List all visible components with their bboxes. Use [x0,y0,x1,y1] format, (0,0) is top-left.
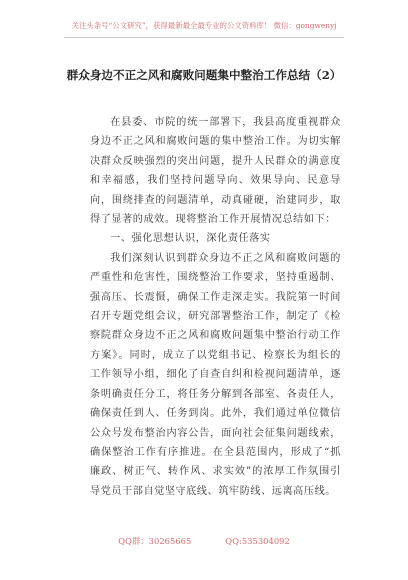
section-heading: 一、强化思想认识，深化责任落实 [110,233,271,245]
header-divider [64,37,344,38]
document-body [90,113,341,501]
footer-qq-group: QQ群：30265665 [118,536,192,546]
footer-qq: QQ:535304092 [225,536,290,546]
footer-contacts [0,535,408,547]
intro-paragraph: 在县委、市院的统一部署下，我县高度重视群众身边不正之风和腐败问题的集中整治工作。为切实解决群众反映强烈的突出问题，提升人民群众的满意度和幸福感，我们坚持问题导向、效果导向、民意导向，围绕排查的问题清单，动真碰硬，治建同步，取得了显著的成效。现将整治工作开展情况总结如下： [90,117,341,226]
section-paragraph: 我们深刻认识到群众身边不正之风和腐败问题的严重性和危害性，围绕整治工作要求，坚持重遏制、强高压、长震慑，确保工作走深走实。我院第一时间召开专题党组会议，研究部署整治工作，制定了《检察院群众身边不正之风和腐败问题集中整治行动工作方案》。同时，成立了以党组书记、检察长为组长的工作领导小组，细化了自查自纠和检视问题清单，逐条明确责任分工，将任务分解到各部室、各责任人，确保责任到人、任务到岗。此外，我们通过单位微信公众号发布整治内容公告，面向社会征集问题线索，确保整治工作有序推进。在全县范围内，形成了“抓廉政、树正气、转作风、求实效”的浓厚工作氛围引导党员干部自觉坚守底线、筑牢防线、远离高压线。 [90,252,341,497]
document-title: 群众身边不正之风和腐败问题集中整治工作总结（2） [66,68,342,82]
header-banner: 关注头条号“公文研究”，获得最新最全最专业的公文资料库！ 微信：gongwenyj [71,21,337,30]
